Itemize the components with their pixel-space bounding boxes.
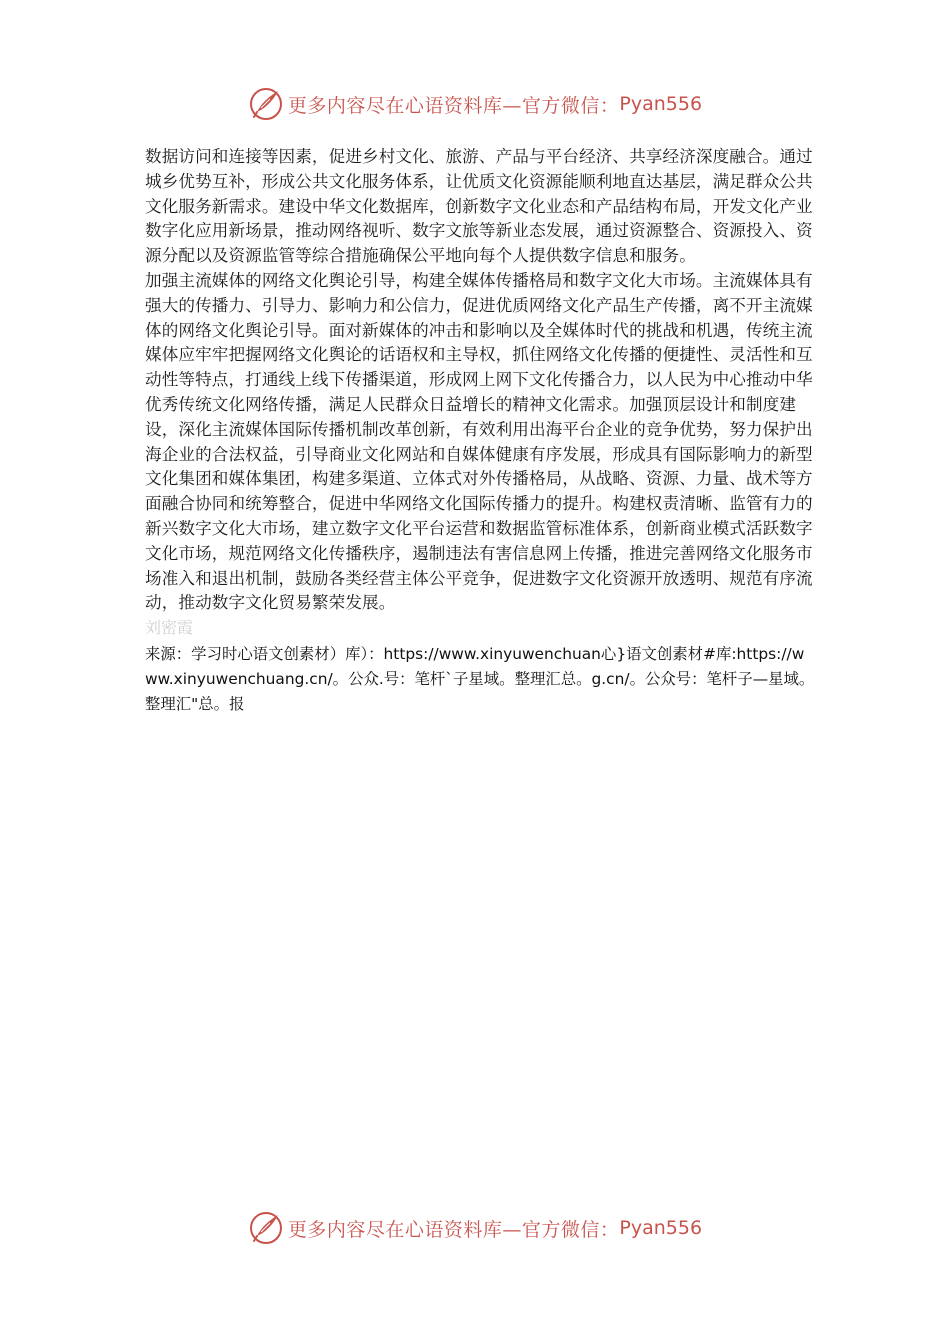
footer-slogan: 更多内容尽在心语资料库—官方微信： bbox=[287, 1218, 620, 1241]
header-wechat-id: Pyan556 bbox=[619, 93, 703, 115]
footer-wechat-id: Pyan556 bbox=[619, 1217, 703, 1239]
footer-banner bbox=[0, 1206, 950, 1250]
header-banner bbox=[0, 82, 950, 126]
author-name: 刘密霞 bbox=[145, 618, 194, 638]
paragraph-1: 数据访问和连接等因素，促进乡村文化、旅游、产品与平台经济、共享经济深度融合。通过城乡优势互补，形成公共文化服务体系，让优质文化资源能顺利地直达基层，满足群众公共文化服务新需求。建设中华文化数据库，创新数字文化业态和产品结构布局，开发文化产业数字化应用新场景，推动网络视听、数字文旅等新业态发展，通过资源整合、资源投入、资源分配以及资源监管等综合措施确保公平地向每个人提供数字信息和服务。 bbox=[145, 147, 813, 266]
article-body bbox=[145, 145, 815, 717]
header-slogan: 更多内容尽在心语资料库—官方微信： bbox=[287, 94, 620, 117]
paragraph-2: 加强主流媒体的网络文化舆论引导，构建全媒体传播格局和数字文化大市场。主流媒体具有强大的传播力、引导力、影响力和公信力，促进优质网络文化产品生产传播，离不开主流媒体的网络文化舆论引导。面对新媒体的冲击和影响以及全媒体时代的挑战和机遇，传统主流媒体应牢牢把握网络文化舆论的话语权和主导权，抓住网络文化传播的便捷性、灵活性和互动性等特点，打通线上线下传播渠道，形成网上网下文化传播合力，以人民为中心推动中华优秀传统文化网络传播，满足人民群众日益增长的精神文化需求。加强顶层设计和制度建设，深化主流媒体国际传播机制改革创新，有效利用出海平台企业的竞争优势，努力保护出海企业的合法权益，引导商业文化网站和自媒体健康有序发展，形成具有国际影响力的新型文化集团和媒体集团，构建多渠道、立体式对外传播格局，从战略、资源、力量、战术等方面融合协同和统筹整合，促进中华网络文化国际传播力的提升。构建权责清晰、监管有力的新兴数字文化大市场，建立数字文化平台运营和数据监管标准体系，创新商业模式活跃数字文化市场，规范网络文化传播秩序，遏制违法有害信息网上传播，推进完善网络文化服务市场准入和退出机制，鼓励各类经营主体公平竞争，促进数字文化资源开放透明、规范有序流动，推动数字文化贸易繁荣发展。 bbox=[145, 270, 813, 613]
quill-pen-logo-icon bbox=[248, 1210, 284, 1246]
source-note: 来源：学习时心语文创素材）库）：https://www.xinyuwenchuan心}语文创素材#库:https://www.xinyuwenchuang.cn/。公众.号：笔杆`子星域。整理汇总。g.cn/。公众号：笔杆子—星域。整理汇"总。报 bbox=[145, 645, 815, 714]
quill-pen-logo-icon bbox=[248, 86, 284, 122]
